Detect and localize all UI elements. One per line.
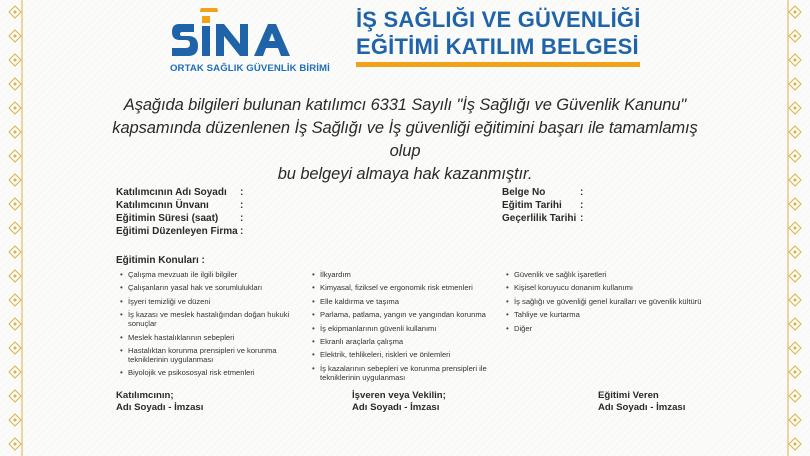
field-colon: : (580, 187, 584, 198)
left-ornamental-border (0, 0, 30, 456)
intro-line: bu belgeyi almaya hak kazanmıştır. (277, 165, 533, 183)
border-dot (14, 347, 17, 350)
border-dot (794, 203, 797, 206)
field-label: Eğitimi Düzenleyen Firma (116, 226, 238, 237)
signature-caption: Adı Soyadı - İmzası (352, 402, 440, 413)
logo-subtitle: ORTAK SAĞLIK GÜVENLİK BİRİMİ (170, 63, 330, 74)
topic-item: • Diğer (504, 324, 704, 333)
field-colon: : (240, 200, 244, 211)
topic-item: • Kişisel koruyucu donanım kullanımı (504, 283, 704, 292)
topics-column-1 (118, 270, 308, 382)
border-dot (794, 227, 797, 230)
border-dot (794, 107, 797, 110)
field-participant-title (116, 199, 244, 212)
border-dot (794, 299, 797, 302)
field-colon: : (580, 200, 584, 211)
certificate-title (356, 6, 646, 67)
sina-wordmark (170, 8, 320, 64)
topic-item: • Ekranlı araçlarla çalışma (310, 337, 510, 346)
title-line-2: EĞİTİMİ KATILIM BELGESİ (356, 34, 639, 59)
right-ornamental-border (780, 0, 810, 456)
topic-item: • İlkyardım (310, 270, 510, 279)
topic-item: • Parlama, patlama, yangın ve yangından korunma (310, 310, 510, 319)
border-dot (794, 59, 797, 62)
topic-item: • Elle kaldırma ve taşıma (310, 297, 510, 306)
topic-item: • İş kazası ve meslek hastalığından doğan hukuki sonuçlar (118, 310, 308, 328)
border-dot (794, 371, 797, 374)
intro-line: Aşağıda bilgileri bulunan katılımcı 6331 Sayılı "İş Sağlığı ve Güvenlik Kanunu" (123, 96, 687, 114)
topic-item: • İş ekipmanlarının güvenli kullanımı (310, 324, 510, 333)
border-dot (794, 179, 797, 182)
border-dot (14, 131, 17, 134)
field-colon: : (240, 187, 244, 198)
border-dot (14, 83, 17, 86)
topic-item: • İş kazalarının sebepleri ve korunma prensipleri ile tekniklerinin uygulanması (310, 364, 510, 382)
signature-role: Katılımcının; (116, 390, 174, 401)
signature-trainer (598, 390, 685, 414)
border-dot (794, 323, 797, 326)
field-training-duration (116, 212, 244, 225)
border-dot (14, 323, 17, 326)
sina-logo (170, 2, 330, 74)
topics-column-3 (504, 270, 704, 337)
topic-item: • Elektrik, tehlikeleri, riskleri ve önlemleri (310, 350, 510, 359)
border-dot (14, 59, 17, 62)
topic-item: • İşyeri temizliği ve düzeni (118, 297, 308, 306)
border-dot (794, 395, 797, 398)
border-dot (14, 395, 17, 398)
border-dot (794, 251, 797, 254)
border-dot (14, 371, 17, 374)
signature-caption: Adı Soyadı - İmzası (598, 402, 686, 413)
topics-heading: Eğitimin Konuları : (116, 255, 205, 266)
border-dot (794, 419, 797, 422)
border-dot (14, 35, 17, 38)
border-dot (14, 179, 17, 182)
signature-participant (116, 390, 203, 414)
signature-caption: Adı Soyadı - İmzası (116, 402, 204, 413)
field-validity-date (502, 212, 584, 225)
field-colon: : (240, 226, 244, 237)
field-label: Eğitim Tarihi (502, 200, 562, 211)
topic-item: • Tahliye ve kurtarma (504, 310, 704, 319)
title-line-1: İŞ SAĞLIĞI VE GÜVENLİĞİ (356, 7, 641, 32)
border-dot (14, 275, 17, 278)
field-label: Geçerlilik Tarihi (502, 213, 577, 224)
topic-item: • Güvenlik ve sağlık işaretleri (504, 270, 704, 279)
field-colon: : (580, 213, 584, 224)
field-colon: : (240, 213, 244, 224)
title-underline (356, 62, 640, 67)
border-dot (794, 83, 797, 86)
field-label: Katılımcının Adı Soyadı (116, 187, 227, 198)
topic-item: • Biyolojik ve psikososyal risk etmenleri (118, 368, 308, 377)
border-dot (794, 35, 797, 38)
participant-fields (116, 186, 244, 238)
document-fields (502, 186, 584, 225)
signature-role: İşveren veya Vekilin; (352, 390, 446, 401)
border-dot (794, 275, 797, 278)
field-label: Eğitimin Süresi (saat) (116, 213, 219, 224)
intro-statement (100, 94, 710, 186)
border-dot (14, 107, 17, 110)
signature-role: Eğitimi Veren (598, 390, 659, 401)
signature-employer (352, 390, 446, 414)
topic-item: • Kimyasal, fiziksel ve ergonomik risk etmenleri (310, 283, 510, 292)
field-training-date (502, 199, 584, 212)
topic-item: • Meslek hastalıklarının sebepleri (118, 333, 308, 342)
border-dot (794, 11, 797, 14)
border-dot (14, 203, 17, 206)
field-document-number (502, 186, 584, 199)
field-label: Katılımcının Ünvanı (116, 200, 209, 211)
border-dot (14, 11, 17, 14)
field-organizing-company (116, 225, 244, 238)
topic-item: • Hastalıktan korunma prensipleri ve korunma tekniklerinin uygulanması (118, 346, 308, 364)
border-dot (14, 155, 17, 158)
intro-line: kapsamında düzenlenen İş Sağlığı ve İş güvenliği eğitimini başarı ile tamamlamış olup (112, 119, 698, 160)
topic-item: • Çalışanların yasal hak ve sorumlulukları (118, 283, 308, 292)
border-dot (794, 347, 797, 350)
border-dot (794, 131, 797, 134)
topics-column-2 (310, 270, 510, 386)
field-label: Belge No (502, 187, 546, 198)
border-dot (14, 419, 17, 422)
border-dot (794, 155, 797, 158)
border-dot (14, 227, 17, 230)
border-dot (14, 251, 17, 254)
topic-item: • İş sağlığı ve güvenliği genel kuralları ve güvenlik kültürü (504, 297, 704, 306)
border-dot (14, 443, 17, 446)
topic-item: • Çalışma mevzuatı ile ilgili bilgiler (118, 270, 308, 279)
border-dot (14, 299, 17, 302)
border-dot (794, 443, 797, 446)
field-participant-name (116, 186, 244, 199)
